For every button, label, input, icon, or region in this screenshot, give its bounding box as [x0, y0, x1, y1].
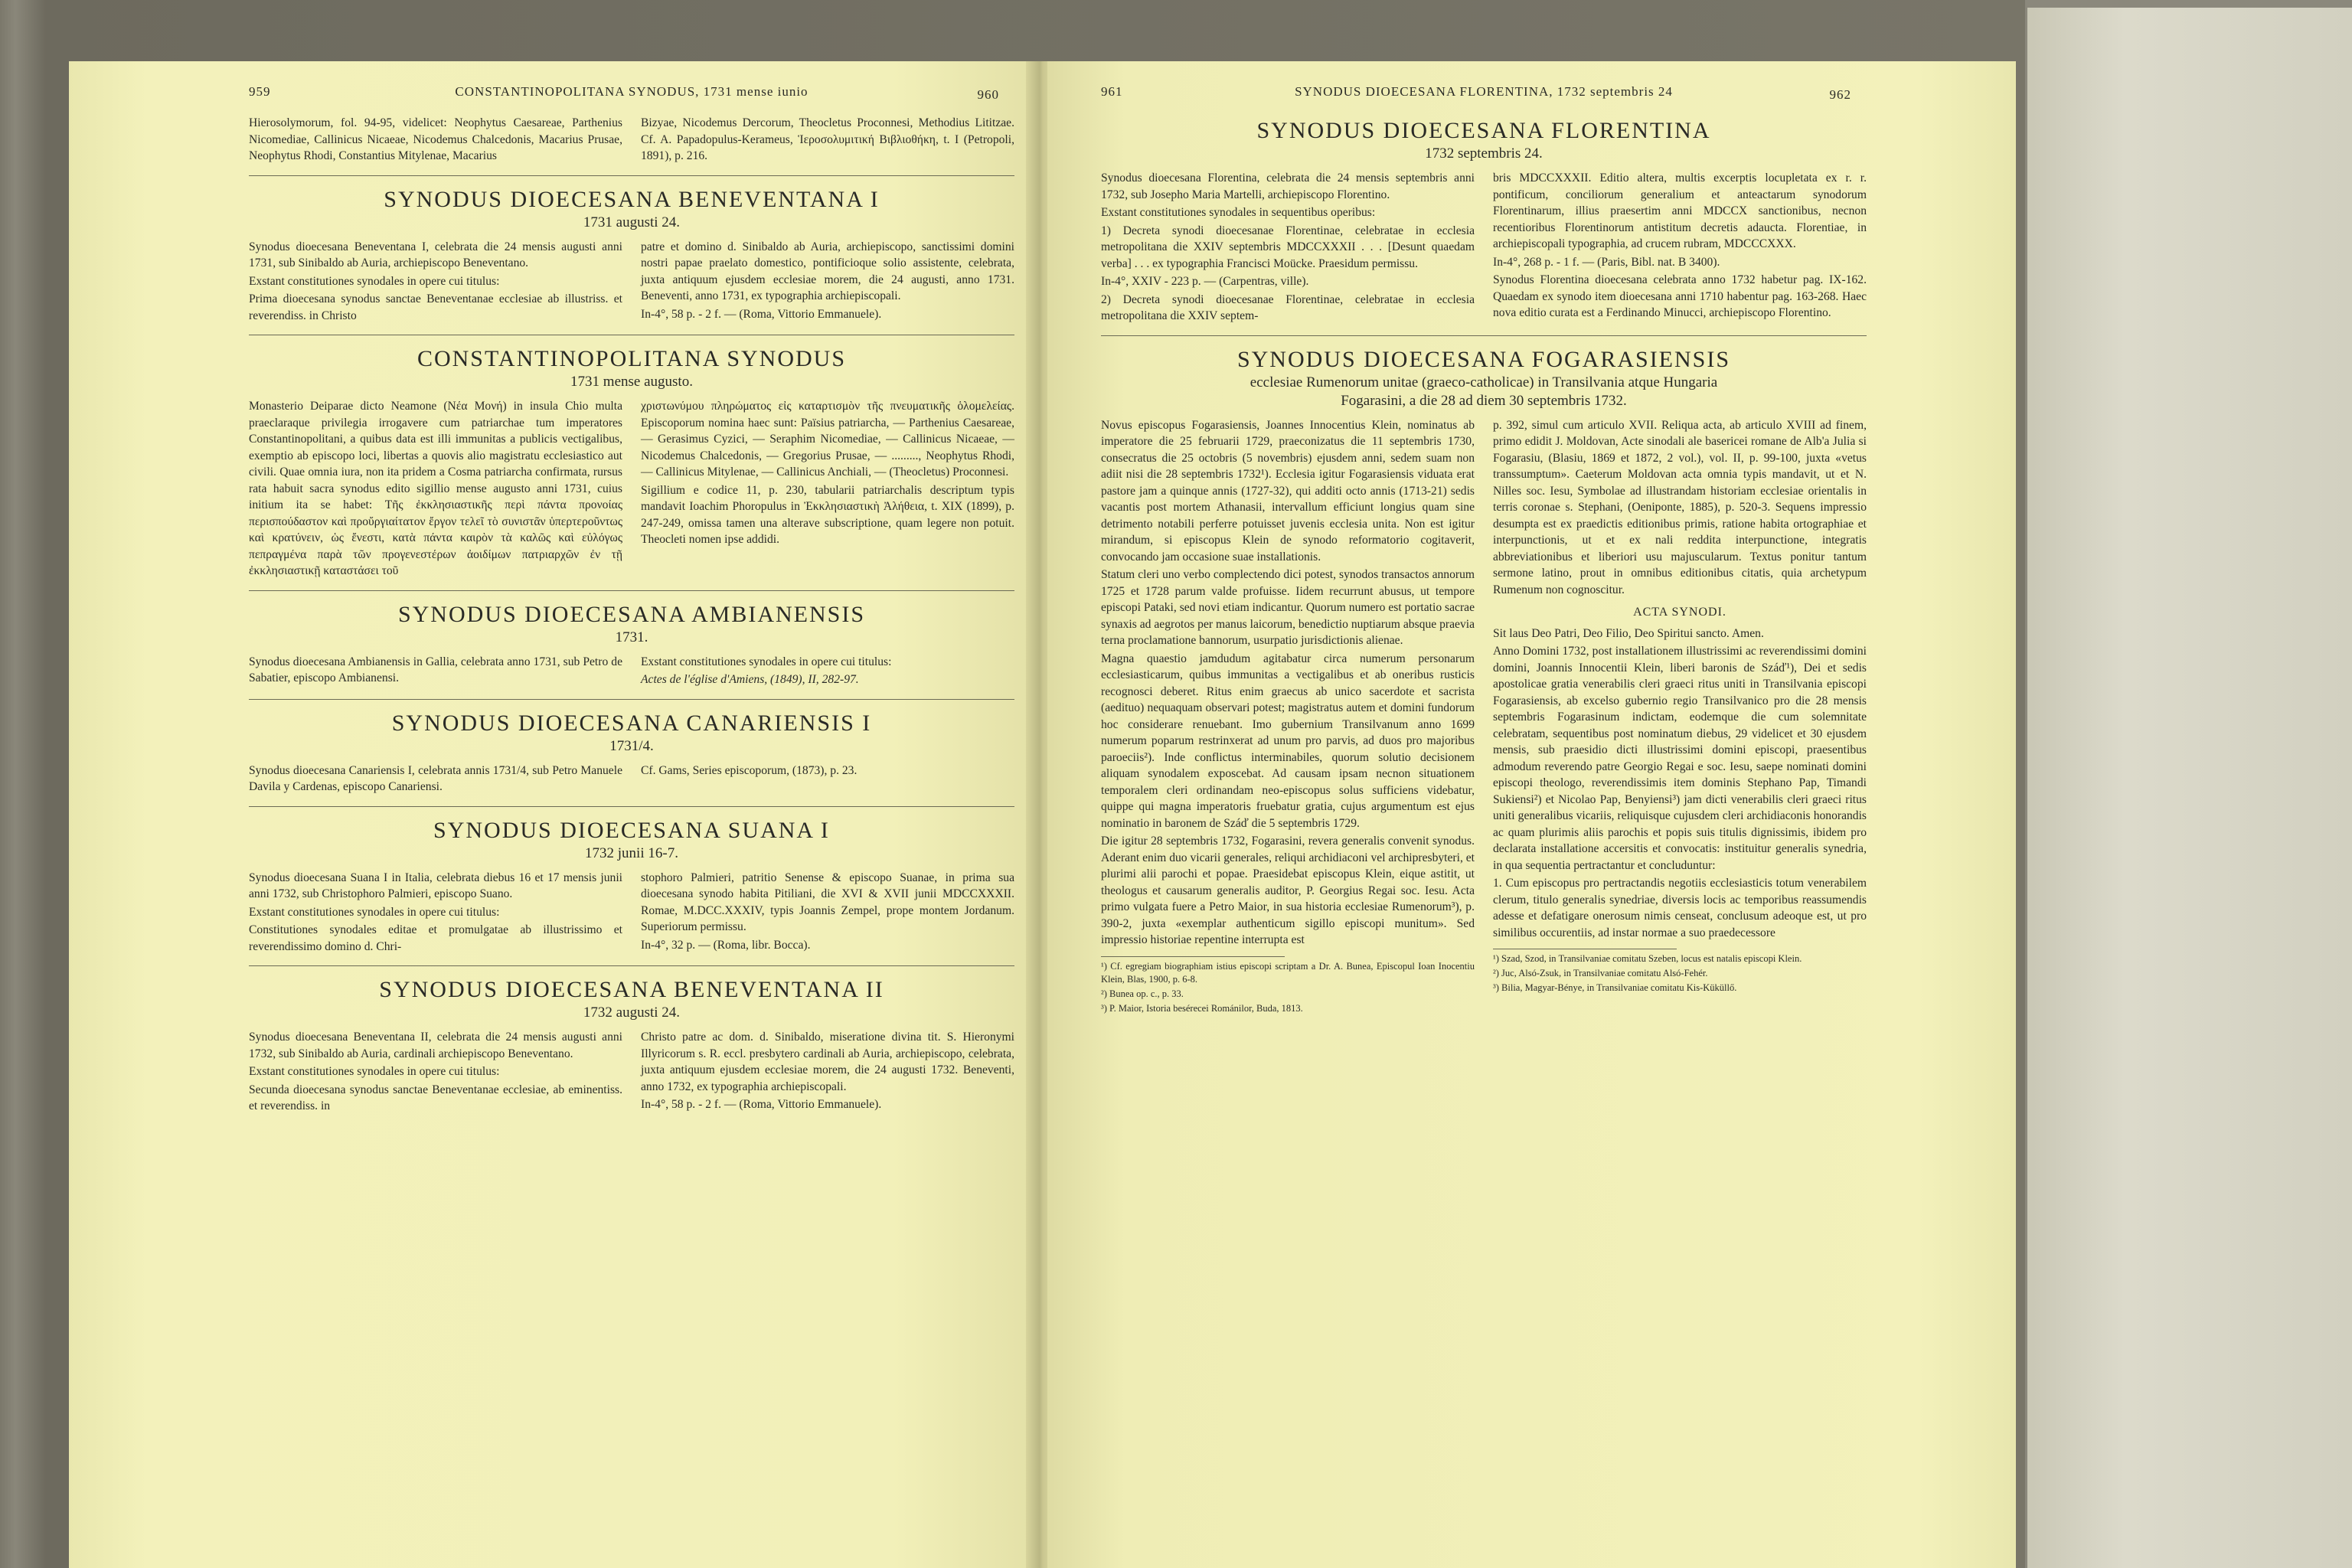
text-block — [249, 239, 1014, 326]
section-heading: CONSTANTINOPOLITANA SYNODUS — [416, 346, 847, 371]
paragraph: stophoro Palmieri, patritio Senense & episcopo Suanae, in prima sua dioecesana synodo habita Pitiliani, die XVI & XVII junii MDCCXXXII. Romae, M.DCC.XXXIV, typis Joannis Zempel, prope montem Jordanum. Superiorum permissu. — [641, 871, 1014, 933]
paragraph: Synodus dioecesana Beneventana II, celebrata die 24 mensis augusti anni 1732, sub Sinibaldo ab Auria, cardinali archiepiscopo Beneventano. — [249, 1031, 622, 1060]
paragraph: patre et domino d. Sinibaldo ab Auria, archiepiscopo, sanctissimi domini nostri papae praelato domestico, pontificioque solio assistente, celebrata, juxta antiquum ejusdem ecclesiae morem, die 24 augusti, anno 1731. Beneventi, anno 1731, ex typographia archiepiscopali. — [641, 240, 1014, 302]
paragraph: Actes de l'église d'Amiens, (1849), II, 282-97. — [641, 673, 859, 686]
paragraph: Prima dioecesana synodus sanctae Beneventanae ecclesiae ab illustriss. et reverendiss. in Christo — [249, 292, 622, 322]
section-heading: SYNODUS DIOECESANA AMBIANENSIS — [397, 601, 866, 627]
section-date: 1732 septembris 24. — [1425, 145, 1543, 162]
running-title: SYNODUS DIOECESANA FLORENTINA, 1732 septembris 24 — [1295, 84, 1673, 99]
section-date: 1732 junii 16-7. — [585, 844, 678, 861]
footnote: ²) Juc, Alsó-Zsuk, in Transilvaniae comitatu Alsó-Fehér. — [1493, 968, 1708, 978]
divider — [249, 175, 1014, 176]
text-block — [249, 870, 1014, 957]
text-block — [249, 763, 1014, 797]
running-head — [249, 84, 1014, 115]
page-number: 959 — [249, 84, 271, 99]
paragraph: Monasterio Deiparae dicto Neamone (Νέα Μονή) in insula Chio multa praeclaraque privilegia irrogavere cum patriarchae tum imperatores Constantinopolitani, a quibus data est illi immunitas a publicis vectigalibus, exemptio ab episcopo loci, libertas a quovis alio magistratu ecclesiastico aut civili. Quae omnia iura, non ita pridem a Cosma patriarcha confirmata, rursus rata habuit sacra synodus edito sigillio mense augusto anni 1731, cuius initium ita se habet: Τῆς ἐκκλησιαστικῆς περὶ πάντα προνοίας περισπούδαστον καὶ προὔργιαίτατον ἔργον τελεῖ τὸ συνιστᾶν ὑπερτεροῦντως καὶ κρατύνειν, ὡς ἔνεστι, κατὰ πάντα καιρὸν τὰ καλῶς καὶ εὐλόγως πεπραγμένα παρὰ τῶν προγενεστέρων ἀοιδίμων πατριαρχῶν ἐν τῇ ἐκκλησιαστικῇ καταστάσει τοῦ — [249, 400, 622, 577]
text-block — [249, 398, 1014, 581]
left-page — [69, 61, 1037, 1568]
paragraph: Exstant constitutiones synodales in opere cui titulus: — [249, 274, 500, 288]
paragraph: In-4°, 58 p. - 2 f. — (Roma, Vittorio Emmanuele). — [641, 307, 882, 321]
divider — [249, 965, 1014, 966]
paragraph: Christo patre ac dom. d. Sinibaldo, miseratione divina tit. S. Hieronymi Illyricorum s. R. eccl. presbytero cardinali ab Auria, archiepiscopo, celebrata, juxta antiquum ejusdem ecclesiae morem, die 24 augusti 1732. Beneventi, anno 1732, ex typographia archiepiscopali. — [641, 1031, 1014, 1093]
page-number: 962 — [1829, 87, 1851, 102]
section-date: 1731 mense augusto. — [570, 374, 693, 390]
divider — [1101, 335, 1867, 336]
paragraph: Secunda dioecesana synodus sanctae Beneventanae ecclesiae, ab eminentiss. et reverendiss. in — [249, 1083, 622, 1112]
paragraph: In-4°, 32 p. — (Roma, libr. Bocca). — [641, 938, 811, 952]
right-page — [1047, 61, 2016, 1568]
footnote: ²) Bunea op. c., p. 33. — [1101, 988, 1184, 999]
paragraph: Bizyae, Nicodemus Dercorum, Theocletus Proconnesi, Methodius Lititzae. Cf. A. Papadopulus-Kerameus, Ἱεροσολυμιτική Βιβλιοθήκη, t. I (Petropoli, 1891), p. 216. — [641, 116, 1014, 162]
paragraph: Synodus dioecesana Canariensis I, celebrata annis 1731/4, sub Petro Manuele Davila y Cardenas, episcopo Canariensi. — [249, 763, 622, 793]
paragraph: bris MDCCXXXII. Editio altera, multis excerptis locupletata ex r. r. pontificum, conciliorum generalium et anteactarum synodorum Florentinarum, illius praesertim anni MDCCX sanctionibus, necnon recentioribus Florentinorum antistitum decretis adaucta. Florentiae, in archiepiscopali typographia, ad crucem rubram, MDCCCXXX. — [1493, 172, 1867, 250]
paragraph: In-4°, 58 p. - 2 f. — (Roma, Vittorio Emmanuele). — [641, 1098, 882, 1111]
section-date: 1731/4. — [609, 737, 654, 754]
section-heading: SYNODUS DIOECESANA FOGARASIENSIS — [1236, 346, 1731, 372]
section-date: 1732 augusti 24. — [583, 1004, 681, 1021]
page-stack-edge — [2027, 8, 2352, 1568]
paragraph: p. 392, simul cum articulo XVII. Reliqua acta, ab articulo XVIII ad finem, primo edidit J. Moldovan, Acte sinodali ale basericei romane de Alb'a Julia si Fogarasiu, (Blasiu, 1869 et 1872, 2 vol.), vol. II, p. 99-100, juxta «vetus transsumptum». Caeterum Moldovan acta omnia typis mandavit, ut et N. Nilles soc. Iesu, Symbolae ad illustrandam historiam ecclesiae orientalis in terris coronae s. Stephani, (Oeniponte, 1885), p. 520-3. Sequens impressio desumpta est ex praedictis editionibus primis, ratione habita ortographiae et interpunctionis, ut et ex nali reddita interpunctione, integratis abbreviationibus et liberiori usu majuscularum. Textus ponitur tantum sermone latino, prout in omnibus editionibus citatis, quia archetypum Rumenum non cognoscitur. — [1493, 418, 1867, 596]
paragraph: Constitutiones synodales editae et promulgatae ab illustrissimo et reverendissimo domino d. Chri- — [249, 923, 622, 953]
paragraph: Synodus dioecesana Suana I in Italia, celebrata diebus 16 et 17 mensis junii anni 1732, sub Christophoro Palmieri, episcopo Suano. — [249, 871, 622, 900]
section-heading: SYNODUS DIOECESANA FLORENTINA — [1256, 118, 1711, 143]
paragraph: Statum cleri uno verbo complectendo dici potest, synodos transactos annorum 1725 et 1728 parum valde profuisse. Iidem recurrunt abusus, ut tempore episcopi Pataki, sed novi etiam indicantur. Quorum numero est portatio sacrae synaxis ad aegrotos per manus laicorum, benedictio nuptiarum absque praevia terna proclamatione bannorum, usurpatio jurisdictionis alienae. — [1101, 568, 1475, 647]
paragraph: 1) Decreta synodi dioecesanae Florentinae, celebratae in ecclesia metropolitana die XXIV septembris MDCCXXXII . . . [Desunt quaedam verba] . . . ex typographia Francisci Moücke. Praesidum permissu. — [1101, 224, 1475, 270]
footnote-rule — [1101, 956, 1285, 957]
text-block — [1101, 417, 1867, 1017]
paragraph: Synodus Florentina dioecesana celebrata anno 1732 habetur pag. IX-162. Quaedam ex synodo item dioecesana anni 1710 habentur pag. 163-268. Haec nova editio curata est a Ferdinando Minucci, archiepiscopo Florentino. — [1493, 273, 1867, 319]
paragraph: 2) Decreta synodi dioecesanae Florentinae, celebratae in ecclesia metropolitana die XXIV septem- — [1101, 292, 1475, 322]
page-number: 960 — [977, 87, 999, 102]
footnote: ³) P. Maior, Istoria besérecei Románilor, Buda, 1813. — [1101, 1002, 1303, 1014]
paragraph: Sit laus Deo Patri, Deo Filio, Deo Spiritui sancto. Amen. — [1493, 626, 1764, 640]
page-number: 961 — [1101, 84, 1123, 99]
paragraph: Synodus dioecesana Beneventana I, celebrata die 24 mensis augusti anni 1731, sub Sinibaldo ab Auria, archiepiscopo Beneventano. — [249, 240, 622, 270]
divider — [249, 699, 1014, 700]
paragraph: Cf. Gams, Series episcoporum, (1873), p. 23. — [641, 763, 858, 777]
paragraph: Exstant constitutiones synodales in sequentibus operibus: — [1101, 206, 1376, 219]
text-block — [249, 115, 1014, 166]
paragraph: 1. Cum episcopus pro pertractandis negotiis ecclesiasticis totum venerabilem clerum, titulo generalis synedriae, diversis locis ac temporibus reassumendis adesse et defatigare onerosum nimis censeat, conclusum adeoque est, ut pro similibus occurentiis, ad instar normae a suo praedecessore — [1493, 877, 1867, 939]
footnote: ¹) Cf. egregiam biographiam istius episcopi scriptam a Dr. A. Bunea, Episcopul Ioan Inocentiu Klein, Blas, 1900, p. 6-8. — [1101, 960, 1475, 985]
section-subtitle: ecclesiae Rumenorum unitae (graeco-catholicae) in Transilvania atque Hungaria — [1250, 374, 1718, 390]
footnote: ¹) Szad, Szod, in Transilvaniae comitatu Szeben, locus est natalis episcopi Klein. — [1493, 953, 1802, 964]
text-block — [249, 654, 1014, 690]
running-head — [1101, 84, 1867, 115]
paragraph: In-4°, 268 p. - 1 f. — (Paris, Bibl. nat. B 3400). — [1493, 255, 1720, 269]
paragraph: Exstant constitutiones synodales in opere cui titulus: — [641, 655, 892, 668]
section-heading: SYNODUS DIOECESANA BENEVENTANA I — [384, 186, 880, 212]
text-block — [249, 1029, 1014, 1116]
paragraph: χριστωνύμου πληρώματος εἰς καταρτισμὸν τῆς πνευματικῆς ὁλομελείας. Episcoporum nomina haec sunt: Païsius patriarcha, — Parthenius Caesareae, — Gerasimus Cyzici, — Seraphim Nicomediae, — Callinicus Nicaeae, — Nicodemus Chalcedonis, — Gregorius Prusae, — ........., Neophytus Rhodi, — Callinicus Mitylenae, — Callinicus Anchiali, — (Theocletus) Proconnesi. — [641, 400, 1014, 479]
paragraph: Sigillium e codice 11, p. 230, tabularii patriarchalis descriptum typis mandavit Ioachim Phoropulus in Ἐκκλησιαστικὴ Ἀλήθεια, t. XIX (1899), p. 247-249, omissa tamen una alterave subscriptione, quam legere non potuit. Theocleti nomen ipse addidi. — [641, 483, 1014, 546]
running-title: CONSTANTINOPOLITANA SYNODUS, 1731 mense iunio — [455, 84, 808, 99]
paragraph: Die igitur 28 septembris 1732, Fogarasini, revera generalis convenit synodus. Aderant enim duo vicarii generales, reliqui archidiaconi vel archipresbyteri, et plurimi alii parochi et popae. Praesidebat episcopus Klein, eique astitit, ut theologus et causarum generalis auditor, P. Georgius Regai soc. Iesu. Acta primo vulgata fuere a Petro Maior, in sua historia ecclesiae Rumenorum³), p. 390-2, juxta «exemplar authenticum sigillo episcopi munitum». Sed impressio historiae repentine interrupta est — [1101, 835, 1475, 946]
section-heading: SYNODUS DIOECESANA CANARIENSIS I — [391, 710, 872, 736]
divider — [249, 806, 1014, 807]
paragraph: Exstant constitutiones synodales in opere cui titulus: — [249, 1065, 500, 1078]
section-heading: SYNODUS DIOECESANA SUANA I — [433, 817, 830, 843]
footnote: ³) Bilia, Magyar-Bénye, in Transilvaniae comitatu Kis-Küküllő. — [1493, 982, 1737, 993]
paragraph: Synodus dioecesana Ambianensis in Gallia, celebrata anno 1731, sub Petro de Sabatier, episcopo Ambianensi. — [249, 655, 622, 684]
section-date: 1731 augusti 24. — [583, 214, 681, 230]
section-heading: SYNODUS DIOECESANA BENEVENTANA II — [379, 977, 884, 1002]
paragraph: Novus episcopus Fogarasiensis, Joannes Innocentius Klein, nominatus ab imperatore die 25 februarii 1729, praeconizatus die 11 septembris 1730, consecratus die 25 octobris (5 novembris) ejusdem anni, sedem suam non adiit nisi die 28 septembris 1732¹). Ecclesia igitur Fogarasiensis viduata erat pastore jam a quinque annis (1727-32), qui additi octo annis (1713-21) sedis vacantis post mortem Athanasii, intervallum efficiunt longius quam sine detrimento notabili perferre potuisset juvenis ecclesia unita. Non est igitur mirandum, si episcopus Klein de synodo reformatorio cogitaverit, convocando jam occasione suae installationis. — [1101, 418, 1475, 564]
paragraph: Hierosolymorum, fol. 94-95, videlicet: Neophytus Caesareae, Parthenius Nicomediae, Callinicus Nicaeae, Nicodemus Chalcedonis, Macarius Prusae, Neophytus Rhodi, Constantius Mitylenae, Macarius — [249, 116, 622, 162]
paragraph: Exstant constitutiones synodales in opere cui titulus: — [249, 905, 500, 919]
divider — [249, 590, 1014, 591]
paragraph: In-4°, XXIV - 223 p. — (Carpentras, ville). — [1101, 275, 1309, 288]
paragraph: Synodus dioecesana Florentina, celebrata die 24 mensis septembris anni 1732, sub Josepho Maria Martelli, archiepiscopo Florentino. — [1101, 172, 1475, 201]
acta-heading: ACTA SYNODI. — [1633, 606, 1726, 619]
section-date: Fogarasini, a die 28 ad diem 30 septembris 1732. — [1341, 392, 1627, 409]
paragraph: Anno Domini 1732, post installationem illustrissimi ac reverendissimi domini domini, Joannis Innocentii Klein, liberi baronis de Száď¹), Dei et sedis apostolicae gratia venerabilis cleri graeci ritus uniti in Transilvania episcopi Fogarasiensis, ab excelso gubernio regio Transilvanico pro die 28 mensis septembris Fogarasinum indictam, eodemque die cum solemnitate celebratam, sequentibus post nominatum diebus, 29 videlicet et 30 ejusdem mensis, sub praesidio dicti illustrissimi domini episcopi, praesentibus admodum reverendo patre Georgio Regai e soc. Iesu, saepe nominati domini episcopi theologo, reverendissimis item dominis Stephano Pap, Timandi Sukiensi²) et Nicolao Pap, Benyiensi³) jam dicti venerabilis cleri graeci ritus uniti generalibus vicariis, reliquisque cujusdem cleri archidiaconis honorandis ac quam plurimis aliis parochis et popis suis titulis dignissimis, ibidem pro declarata installatione accersitis et convocatis: instituitur generalis synedria, in qua sequentia pertractantur et concluduntur: — [1493, 645, 1867, 872]
text-block — [1101, 170, 1867, 326]
section-date: 1731. — [615, 629, 648, 645]
paragraph: Magna quaestio jamdudum agitabatur circa numerum personarum ecclesiasticarum, quibus immunitas a vectigalibus et ab oneribus rusticis recognosci deberet. Ritus enim graecus ab unico sacerdote et sacrista (aedituo) nequaquam observari potest; magistratus autem et domini fundorum hoc considerare renuebant. Imo gubernium Transilvanum anno 1699 numerum poparum restrinxerat ad unum pro parvis, ad duos pro majoribus paroeciis²). Inde conflictus interminabiles, quorum solutio decisionem aliquam synodalem exposcebat. Ad causam ipsam necnon situationem temporalem cleri ordinandam neo-episcopus solus sufficiens videbatur, quippe qui magna imperatoris fruebatur gratia, cujus argumentum est ejus nominatio in baronem de Száď die 5 septembris 1729. — [1101, 652, 1475, 830]
